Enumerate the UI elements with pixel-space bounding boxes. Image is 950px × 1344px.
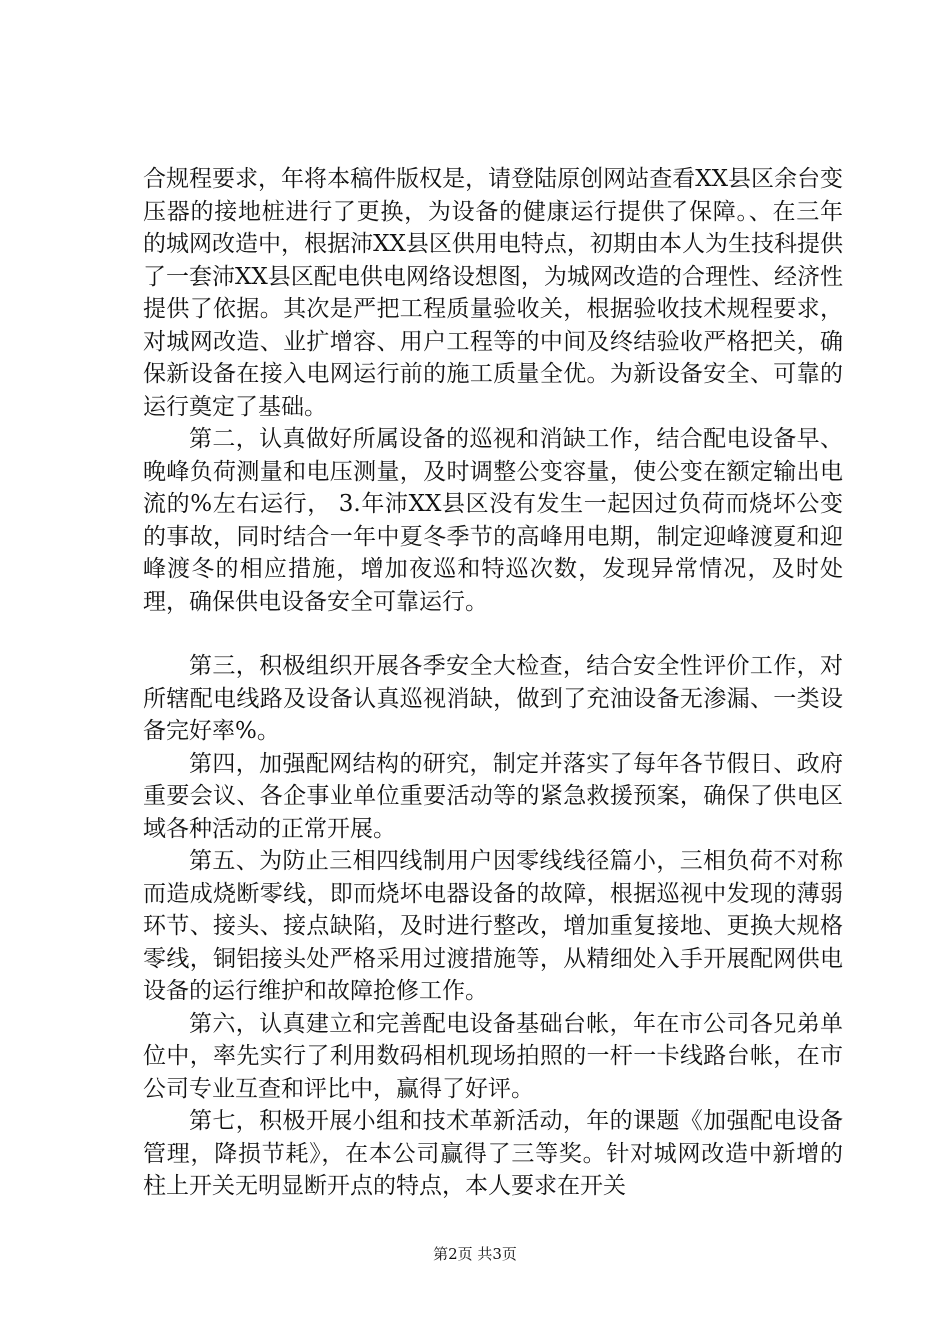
paragraph-fourth: 第四，加强配网结构的研究，制定并落实了每年各节假日、政府重要会议、各企事业单位重要活动等的紧急救援预案，确保了供电区域各种活动的正常开展。 [143,750,843,842]
paragraph-fifth: 第五、为防止三相四线制用户因零线线径篇小，三相负荷不对称而造成烧断零线，即而烧坏电器设备的故障，根据巡视中发现的薄弱环节、接头、接点缺陷，及时进行整改，增加重复接地、更换大规格零线，铜铝接头处严格采用过渡措施等，从精细处入手开展配网供电设备的运行维护和故障抢修工作。 [143,848,843,1004]
paragraph-continuation: 合规程要求，年将本稿件版权是，请登陆原创网站查看XX县区余台变压器的接地桩进行了更换，为设备的健康运行提供了保障。、在三年的城网改造中，根据沛XX县区供用电特点，初期由本人为生技科提供了一套沛XX县区配电供电网络设想图，为城网改造的合理性、经济性提供了依据。其次是严把工程质量验收关，根据验收技术规程要求，对城网改造、业扩增容、用户工程等的中间及终结验收严格把关，确保新设备在接入电网运行前的施工质量全优。为新设备安全、可靠的运行奠定了基础。 [143,166,843,420]
paragraph-third: 第三，积极组织开展各季安全大检查，结合安全性评价工作，对所辖配电线路及设备认真巡视消缺，做到了充油设备无渗漏、一类设备完好率%。 [143,653,843,744]
paragraph-sixth: 第六，认真建立和完善配电设备基础台帐，年在市公司各兄弟单位中，率先实行了利用数码相机现场拍照的一杆一卡线路台帐，在市公司专业互查和评比中，赢得了好评。 [143,1010,843,1102]
paragraph-second: 第二，认真做好所属设备的巡视和消缺工作，结合配电设备早、晚峰负荷测量和电压测量，及时调整公变容量，使公变在额定输出电流的%左右运行， 3.年沛XX县区没有发生一起因过负荷而烧坏公变的事故，同时结合一年中夏冬季节的高峰用电期，制定迎峰渡夏和迎峰渡冬的相应措施，增加夜巡和特巡次数，发现异常情况，及时处理，确保供电设备安全可靠运行。 [143,426,843,615]
page-footer: 第2页 共3页 [433,1245,517,1263]
document-body [143,163,843,1203]
paragraph-seventh: 第七，积极开展小组和技术革新活动，年的课题《加强配电设备管理，降损节耗》，在本公司赢得了三等奖。针对城网改造中新增的柱上开关无明显断开点的特点，本人要求在开关 [143,1108,843,1199]
